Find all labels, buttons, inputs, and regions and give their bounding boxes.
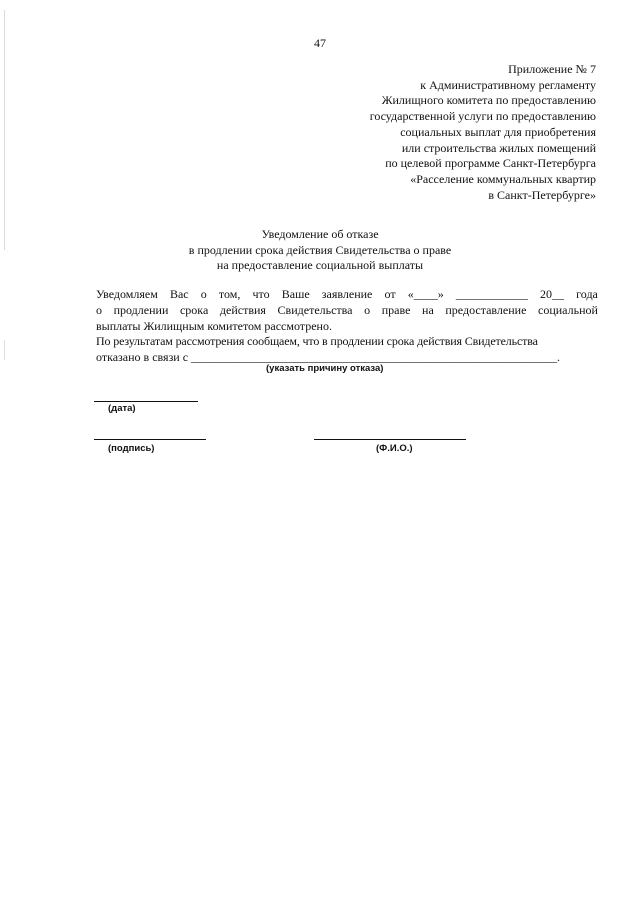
date-month-blank: ____________ <box>455 287 528 301</box>
reason-line: отказано в связи с _____________________________________________________________. <box>96 350 561 365</box>
appendix-line: в Санкт-Петербурге» <box>488 187 596 202</box>
appendix-line: или строительства жилых помещений <box>401 140 596 155</box>
paragraph-2-line-1: По результатам рассмотрения сообщаем, что в продлении срока действия Свидетельства <box>96 334 538 349</box>
paragraph-1-line-2 <box>96 303 598 319</box>
date-hint: (дата) <box>108 403 136 414</box>
date-line <box>94 401 198 402</box>
word: заявление <box>321 287 373 301</box>
word: предоставление <box>445 302 527 317</box>
word: года <box>576 287 598 301</box>
appendix-block <box>296 62 596 203</box>
word: Уведомляем <box>96 287 158 301</box>
appendix-line: «Расселение коммунальных квартир <box>410 171 596 186</box>
scan-margin-mark <box>4 340 5 360</box>
word: на <box>422 302 434 317</box>
notice-body <box>96 287 598 366</box>
title-line: в продлении срока действия Свидетельства о праве <box>188 242 452 257</box>
word: срока <box>179 302 209 317</box>
appendix-line: по целевой программе Санкт-Петербурга <box>385 156 596 171</box>
word: о <box>96 302 102 317</box>
appendix-line: Жилищного комитета по предоставлению <box>381 93 596 108</box>
word: праве <box>381 302 411 317</box>
page-number: 47 <box>314 36 326 50</box>
reason-hint: (указать причину отказа) <box>266 363 384 374</box>
word: от <box>384 287 396 301</box>
appendix-line: социальных выплат для приобретения <box>400 124 596 139</box>
title-line: на предоставление социальной выплаты <box>216 258 424 273</box>
signature-hint: (подпись) <box>108 443 155 454</box>
word: социальной <box>538 302 598 317</box>
word: что <box>252 287 270 301</box>
document-title <box>0 227 640 274</box>
appendix-line: Приложение № 7 <box>508 62 596 76</box>
date-year-blank: 20__ <box>540 287 565 301</box>
word: Свидетельства <box>277 302 353 317</box>
signature-line <box>94 439 206 440</box>
appendix-line: к Административному регламенту <box>420 77 596 92</box>
word: о <box>364 302 371 317</box>
appendix-line: государственной услуги по предоставлению <box>369 109 596 124</box>
word: действия <box>219 302 266 317</box>
title-line: Уведомление об отказе <box>261 227 379 241</box>
word: Ваше <box>281 287 310 301</box>
word: Вас <box>169 287 189 301</box>
date-day-blank: «____» <box>407 287 444 301</box>
word: том, <box>218 287 241 301</box>
word: продлении <box>113 302 169 317</box>
paragraph-1-line-3: выплаты Жилищным комитетом рассмотрено. <box>96 318 332 333</box>
paragraph-1-line-1 <box>96 287 598 303</box>
word: о <box>200 287 207 301</box>
fio-line <box>314 439 466 440</box>
fio-hint: (Ф.И.О.) <box>376 443 413 454</box>
